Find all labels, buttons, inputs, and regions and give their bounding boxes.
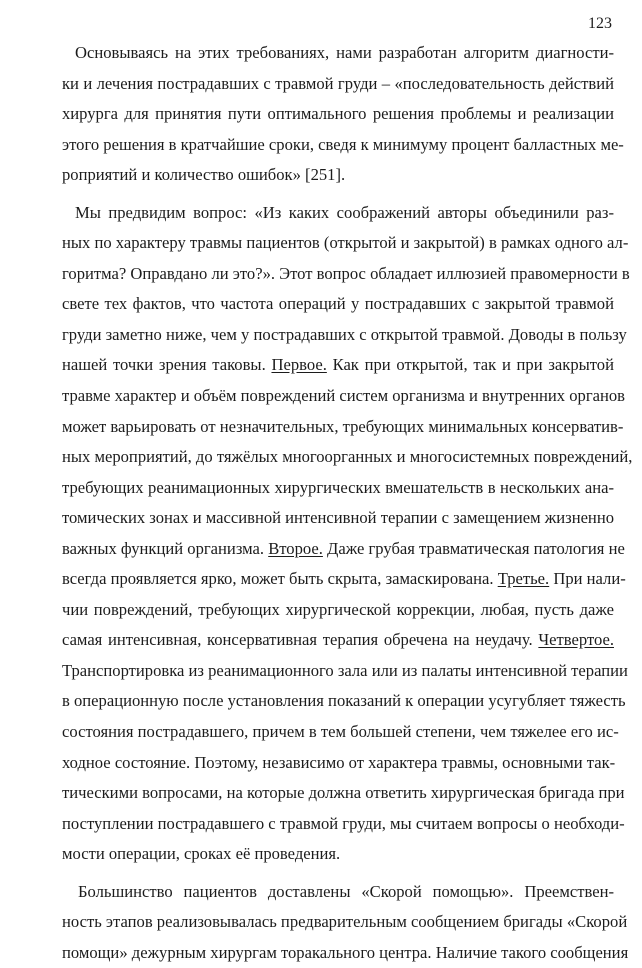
text-line: важных функций организма. Второе. Даже грубая травматическая патология не: [62, 538, 625, 558]
underlined-term: Четвертое.: [538, 630, 614, 650]
paragraph: [62, 38, 624, 191]
text-line: нашей точки зрения таковы. Первое. Как при открытой, так и при закрытой: [62, 355, 614, 375]
text-line: ных по характеру травмы пациентов (открытой и закрытой) в рамках одного ал-: [62, 233, 629, 253]
text-line: Основываясь на этих требованиях, нами разработан алгоритм диагности-: [75, 43, 614, 62]
text-line: поступлении пострадавшего с травмой груди, мы считаем вопросы о необходи-: [62, 813, 625, 833]
underlined-term: Первое.: [271, 355, 327, 375]
text-line: роприятий и количество ошибок» [251].: [62, 165, 346, 185]
body-text: [62, 38, 633, 968]
text-line: Большинство пациентов доставлены «Скорой помощью». Преемствен-: [78, 881, 614, 901]
page-number: 123: [588, 15, 612, 32]
underlined-term: Второе.: [268, 538, 323, 558]
text-line: всегда проявляется ярко, может быть скрыта, замаскирована. Третье. При нали-: [62, 569, 626, 589]
underlined-term: Третье.: [497, 569, 550, 589]
text-line: ходное состояние. Поэтому, независимо от характера травмы, основными так-: [62, 752, 616, 772]
paragraph: [62, 877, 629, 968]
text-line: свете тех фактов, что частота операций у пострадавших с закрытой травмой: [62, 294, 614, 314]
text-line: груди заметно ниже, чем у пострадавших с открытой травмой. Доводы в пользу: [62, 324, 627, 344]
paragraph: [62, 198, 633, 870]
text-line: Транспортировка из реанимационного зала или из палаты интенсивной терапии: [62, 660, 628, 680]
text-line: ных мероприятий, до тяжёлых многоорганных и многосистемных повреждений,: [62, 447, 633, 467]
text-line: помощи» дежурным хирургам торакального центра. Наличие такого сообщения: [62, 942, 629, 962]
text-line: может варьировать от незначительных, требующих минимальных консерватив-: [62, 416, 624, 436]
text-line: тическими вопросами, на которые должна ответить хирургическая бригада при: [62, 783, 625, 803]
text-line: томических зонах и массивной интенсивной терапии с замещением жизненно: [62, 508, 614, 528]
text-line: состояния пострадавшего, причем в тем большей степени, чем тяжелее его ис-: [62, 722, 619, 742]
text-line: ность этапов реализовывалась предварительным сообщением бригады «Скорой: [62, 912, 628, 932]
text-line: Мы предвидим вопрос: «Из каких соображений авторы объединили раз-: [75, 202, 614, 222]
text-line: в операционную после установления показаний к операции усугубляет тяжесть: [62, 691, 626, 711]
text-line: хирурга для принятия пути оптимального решения проблемы и реализации: [62, 104, 614, 124]
text-line: этого решения в кратчайшие сроки, сведя к минимуму процент балластных ме-: [62, 134, 624, 154]
text-line: травме характер и объём повреждений систем организма и внутренних органов: [62, 386, 626, 406]
text-line: чии повреждений, требующих хирургической коррекции, любая, пусть даже: [62, 599, 614, 619]
text-line: требующих реанимационных хирургических вмешательств в нескольких ана-: [62, 477, 614, 497]
text-line: ки и лечения пострадавших с травмой груди – «последовательность действий: [62, 73, 614, 93]
text-line: горитма? Оправдано ли это?». Этот вопрос обладает иллюзией правомерности в: [62, 263, 630, 283]
text-line: самая интенсивная, консервативная терапия обречена на неудачу. Четвертое.: [62, 630, 614, 650]
text-line: мости операции, сроках её проведения.: [62, 844, 341, 864]
